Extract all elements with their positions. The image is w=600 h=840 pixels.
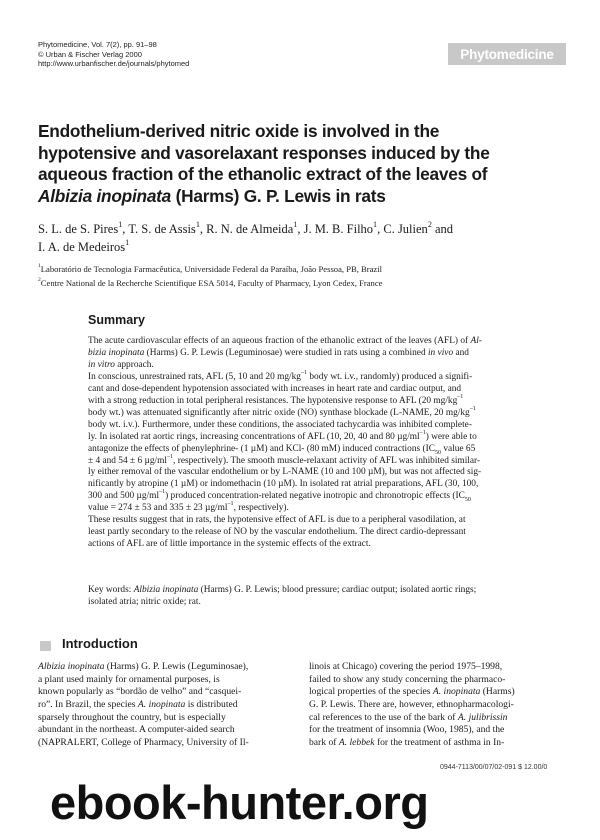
affiliation-1: $^1$Laboratório de Tecnologia Farmacêutica, Universidade Federal da Paraíba, João Pessoa, PB, Brazil — [38, 263, 383, 274]
summary-line: ± 4 and 54 ± 6 $\mu g/ml^{-1}$, respectively). The smooth muscle-relaxant activity of AFL was inhibited similar- — [88, 453, 481, 466]
section-bullet-icon — [40, 641, 51, 651]
summary-line: The acute cardiovascular effects of an aqueous fraction of the ethanolic extract of the leaves (AFL) of Al- — [88, 336, 482, 346]
summary-line: in vitro approach. — [88, 359, 154, 370]
introduction-heading: Introduction — [62, 636, 138, 651]
summary-line: bizia inopinata (Harms) G. P. Lewis (Leguminosae) were studied in rats using a combined in vivo and — [88, 347, 469, 358]
summary-line: ly. In isolated rat aortic rings, increasing concentrations of AFL (10, 20, 40 and 80 $\mu g/ml^{-1}$) were able to — [88, 429, 477, 442]
summary-body — [88, 336, 562, 551]
summary-line: ly either removal of the vascular endothelium or by L-NAME (10 and 100 µM), but was not affected sig- — [88, 467, 482, 478]
summary-line: least partly secondary to the release of NO by the vascular endothelium. The direct cardio-depressant — [88, 527, 466, 538]
author: T. S. de Assis — [128, 222, 196, 236]
intro-column-right — [309, 661, 564, 750]
affiliations — [38, 263, 558, 290]
title-line-2: hypotensive and vasorelaxant responses induced by the — [38, 142, 490, 163]
issn-code: 0944-7113/00/07/02-091 $ 12.00/0 — [440, 764, 548, 771]
body-line: ro”. In Brazil, the species A. inopinata is distributed — [38, 698, 238, 710]
body-line: G. P. Lewis. There are, however, ethnopharmacologi- — [309, 698, 514, 710]
summary-line: cant and dose-dependent hypotension associated with increases in heart rate and cardiac output, and — [88, 383, 462, 394]
summary-line: antagonize the effects of phenylephrine- (1 µM) and KCl- (80 mM) induced contractions ($IC_{50}$ value 65 — [88, 443, 476, 456]
summary-line: nificantly by atropine (1 µM) or indomethacin (10 µM). In isolated rat atrial preparations, AFL (30, 100, — [88, 479, 479, 490]
title-line-4: Albizia inopinata (Harms) G. P. Lewis in rats — [38, 185, 386, 206]
title-species: Albizia inopinata — [38, 185, 172, 206]
summary-line: In conscious, unrestrained rats, AFL (5, 10 and 20 $mg/kg^{-1}$ body wt. i.v., randomly) produced a signifi- — [88, 369, 473, 382]
summary-line: body wt.) was attenuated significantly after nitric oxide (NO) synthase blockade (L-NAME, 20 $mg/kg^{-1}$ — [88, 405, 476, 418]
author: C. Julien — [383, 222, 428, 236]
body-line: abundant in the northeast. A computer-aided search — [38, 724, 235, 736]
body-line: linois at Chicago) covering the period 1975–1998, — [309, 661, 503, 672]
summary-line: with a strong reduction in total peripheral resistances. The hypotensive response to AFL (20 $mg/kg^{-1}$ — [88, 393, 464, 406]
journal-header — [38, 40, 189, 69]
author: J. M. B. Filho — [303, 222, 374, 236]
body-line: known popularly as “bordão de velho” and “casquei- — [38, 686, 242, 698]
journal-citation: Phytomedicine, Vol. 7(2), pp. 91–98 — [38, 40, 157, 49]
author: R. N. de Almeida — [206, 222, 294, 236]
affiliation-2: $^2$Centre National de la Recherche Scientifique ESA 5014, Faculty of Pharmacy, Lyon Cedex, France — [38, 276, 383, 288]
body-line: failed to show any study concerning the pharmaco- — [309, 673, 506, 685]
summary-heading: Summary — [88, 313, 145, 327]
body-line: bark of A. lebbek for the treatment of asthma in In- — [309, 736, 505, 748]
author: S. L. de S. Pires — [38, 222, 119, 236]
summary-line: 300 and 500 $\mu g/ml^{-1}$) produced concentration-related negative inotropic and chronotropic effects ($IC_{50}$ — [88, 489, 471, 504]
body-line: logical properties of the species A. inopinata (Harms) — [309, 686, 515, 698]
body-line: Albizia inopinata (Harms) G. P. Lewis (Leguminosae), — [38, 661, 249, 672]
summary-line: body wt. i.v.). Furthermore, under these conditions, the associated tachycardia was inhibited complete- — [88, 419, 472, 430]
journal-url[interactable]: http://www.urbanfischer.de/journals/phytomed — [38, 59, 190, 68]
body-line: cal references to the use of the bark of A. julibrissin — [309, 711, 508, 723]
title-line-3: aqueous fraction of the ethanolic extract of the leaves of — [38, 164, 488, 184]
article-title — [38, 121, 568, 207]
author: I. A. de Medeiros — [38, 240, 126, 254]
body-line: sparsely throughout the country, but is especially — [38, 711, 226, 723]
body-line: a plant used mainly for ornamental purposes, is — [38, 673, 220, 685]
keywords-label: Key words: — [88, 585, 134, 595]
title-line-1: Endothelium-derived nitric oxide is involved in the — [38, 121, 440, 141]
watermark: ebook-hunter.org — [50, 776, 429, 829]
journal-badge: Phytomedicine — [448, 43, 566, 65]
summary-line: value = 274 ± 53 and 335 ± 23 $\mu g/ml^{-1}$, respectively). — [88, 501, 289, 514]
keywords: Key words: Albizia inopinata (Harms) G. P. Lewis; blood pressure; cardiac output; isolated aortic rings; isolated atria; nitric oxide; rat. — [88, 585, 477, 607]
body-line: for the treatment of insomnia (Woo, 1985), and the — [309, 724, 505, 736]
author-list: S. L. de S. Pires$^1$, T. S. de Assis$^1$, R. N. de Almeida$^1$, J. M. B. Filho$^1$, C. Julien$^2$ and I. A. de Medeiros$^1$ — [38, 219, 454, 254]
summary-line: actions of AFL are of little importance in the systemic effects of the extract. — [88, 539, 371, 550]
summary-line: These results suggest that in rats, the hypotensive effect of AFL is due to a peripheral vasodilation, at — [88, 515, 466, 526]
intro-column-left — [38, 661, 293, 750]
copyright-line: © Urban & Fischer Verlag 2000 — [38, 49, 142, 59]
body-line: (NAPRALERT, College of Pharmacy, University of Il- — [38, 736, 249, 748]
